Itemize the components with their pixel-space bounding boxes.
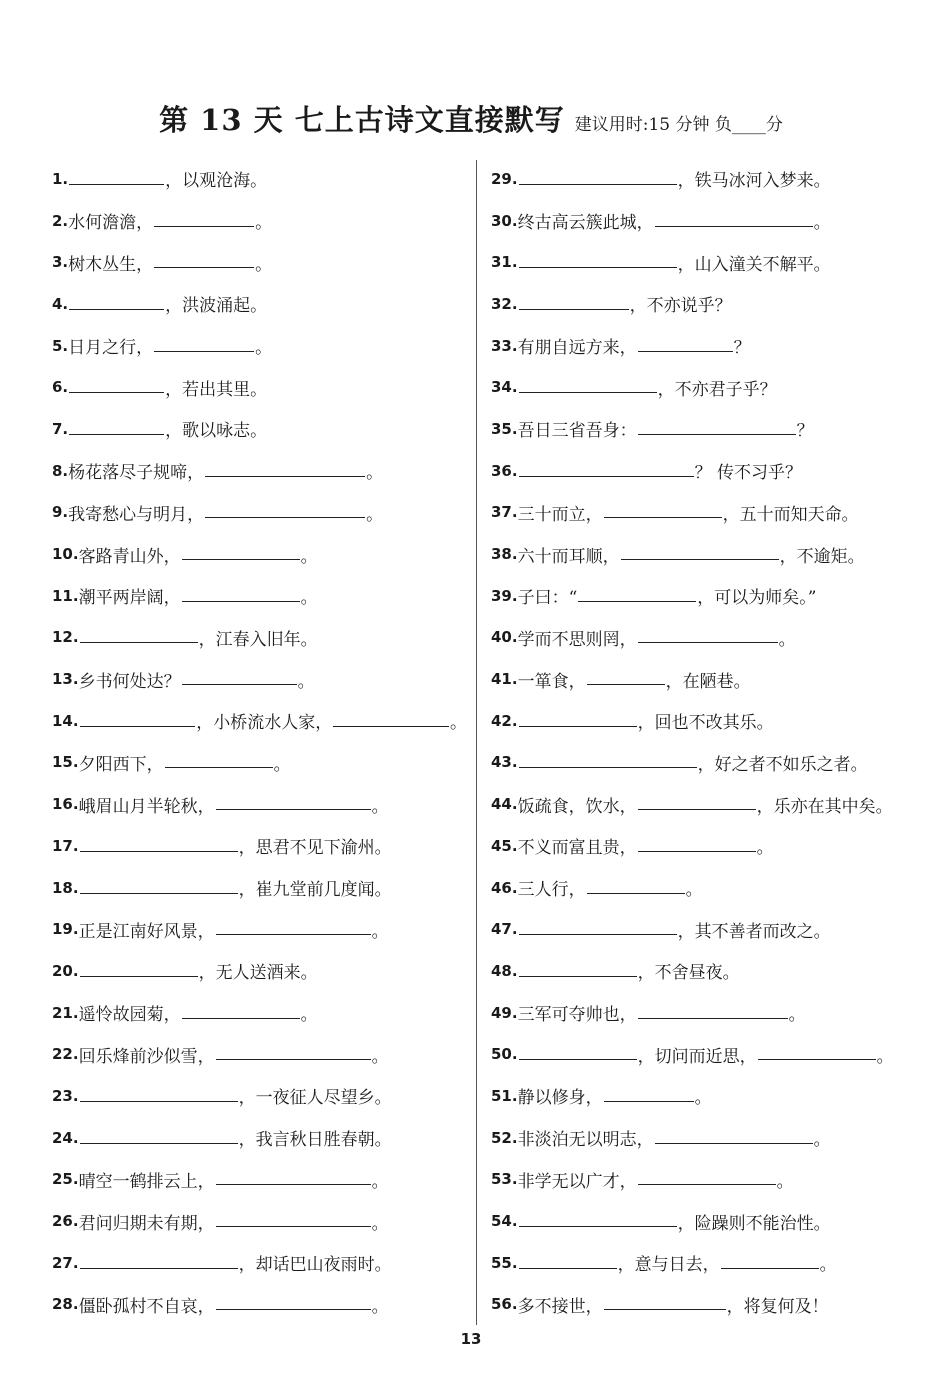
question-item — [52, 700, 467, 742]
question-number: 48. — [491, 961, 518, 980]
question-text: 夕阳西下， — [78, 754, 164, 775]
question-number: 31. — [491, 253, 518, 272]
answer-blank[interactable] — [80, 892, 238, 894]
question-text: ，不舍昼夜。 — [637, 963, 740, 984]
question-item — [491, 867, 931, 909]
question-text: ，无人送酒来。 — [198, 963, 318, 984]
question-item — [491, 1159, 931, 1201]
question-number: 52. — [491, 1128, 518, 1147]
question-number: 5. — [52, 336, 69, 355]
question-item — [52, 408, 467, 450]
question-item — [491, 408, 931, 450]
question-text: ？ — [733, 338, 751, 359]
question-text: ，崔九堂前几度闻。 — [238, 880, 392, 901]
question-number: 20. — [52, 961, 79, 980]
question-text: ，意与日去， — [617, 1255, 720, 1276]
question-text: 一箪食， — [517, 671, 586, 692]
question-text: 日月之行， — [68, 338, 154, 359]
question-number: 17. — [52, 836, 79, 855]
question-text: 。 — [300, 588, 318, 609]
answer-blank[interactable] — [519, 975, 637, 977]
question-text: 不义而富且贵， — [517, 838, 637, 859]
question-text: ，歌以咏志。 — [165, 421, 268, 442]
answer-blank[interactable] — [519, 183, 677, 185]
question-text: 潮平两岸阔， — [78, 588, 181, 609]
answer-blank[interactable] — [604, 1100, 694, 1102]
question-item — [491, 1075, 931, 1117]
answer-blank[interactable] — [519, 1267, 617, 1269]
question-text: 晴空一鹤排云上， — [78, 1171, 215, 1192]
answer-blank[interactable] — [182, 600, 300, 602]
question-text: ，若出其里。 — [165, 379, 268, 400]
answer-blank[interactable] — [638, 850, 756, 852]
question-text: 。 — [371, 921, 389, 942]
question-text: ？ 传不习乎？ — [694, 463, 802, 484]
question-text: ，回也不改其乐。 — [637, 713, 774, 734]
question-item — [491, 492, 931, 534]
question-text: 。 — [813, 1130, 831, 1151]
question-text: ？ — [796, 421, 814, 442]
question-number: 54. — [491, 1212, 518, 1231]
answer-blank[interactable] — [69, 433, 164, 435]
question-number: 11. — [52, 586, 79, 605]
question-item — [491, 325, 931, 367]
question-number: 23. — [52, 1086, 79, 1105]
answer-blank[interactable] — [655, 225, 813, 227]
question-text: 终古高云簇此城， — [517, 213, 654, 234]
question-text: 。 — [685, 880, 703, 901]
answer-blank[interactable] — [638, 808, 756, 810]
question-item — [491, 658, 931, 700]
answer-blank[interactable] — [80, 1100, 238, 1102]
question-item — [52, 450, 467, 492]
question-item — [491, 783, 931, 825]
question-number: 10. — [52, 545, 79, 564]
question-text: 吾日三省吾身： — [517, 421, 637, 442]
question-text: 。 — [371, 1296, 389, 1317]
question-item — [52, 992, 467, 1034]
question-text: ，却话巴山夜雨时。 — [238, 1255, 392, 1276]
question-number: 16. — [52, 795, 79, 814]
answer-blank[interactable] — [519, 766, 697, 768]
question-number: 50. — [491, 1045, 518, 1064]
question-item — [491, 1200, 931, 1242]
question-text: 六十而耳顺， — [517, 546, 620, 567]
question-item — [491, 1033, 931, 1075]
question-item — [491, 241, 931, 283]
answer-blank[interactable] — [154, 266, 254, 268]
question-text: 君问归期未有期， — [78, 1213, 215, 1234]
question-text: 乡书何处达？ — [78, 671, 181, 692]
question-number: 44. — [491, 795, 518, 814]
question-number: 3. — [52, 253, 69, 272]
question-text: 静以修身， — [517, 1088, 603, 1109]
question-item — [52, 325, 467, 367]
question-item — [52, 575, 467, 617]
question-text: ，可以为师矣。” — [697, 588, 817, 609]
question-item — [491, 1117, 931, 1159]
question-number: 24. — [52, 1128, 79, 1147]
answer-blank[interactable] — [638, 641, 778, 643]
question-text: ，一夜征人尽望乡。 — [238, 1088, 392, 1109]
answer-blank[interactable] — [621, 558, 779, 560]
question-text: ，不亦说乎？ — [629, 296, 732, 317]
question-number: 28. — [52, 1295, 79, 1314]
question-number: 9. — [52, 503, 69, 522]
question-number: 12. — [52, 628, 79, 647]
question-text: 我寄愁心与明月， — [68, 504, 205, 525]
question-number: 26. — [52, 1212, 79, 1231]
question-text: 多不接世， — [517, 1296, 603, 1317]
answer-blank[interactable] — [216, 1058, 371, 1060]
answer-blank[interactable] — [578, 600, 696, 602]
answer-blank[interactable] — [638, 433, 796, 435]
question-text: 。 — [788, 1005, 806, 1026]
question-text: 。 — [255, 338, 273, 359]
question-text: 三十而立， — [517, 504, 603, 525]
question-text: 非淡泊无以明志， — [517, 1130, 654, 1151]
question-text: 。 — [255, 254, 273, 275]
question-number: 21. — [52, 1003, 79, 1022]
question-text: 。 — [255, 213, 273, 234]
question-text: ，思君不见下渝州。 — [238, 838, 392, 859]
answer-blank[interactable] — [587, 683, 665, 685]
question-item — [52, 825, 467, 867]
answer-blank[interactable] — [80, 1142, 238, 1144]
answer-blank[interactable] — [80, 975, 198, 977]
question-item — [491, 908, 931, 950]
question-text: ，将复何及！ — [726, 1296, 829, 1317]
question-item — [491, 158, 931, 200]
question-number: 45. — [491, 836, 518, 855]
question-text: 。 — [300, 1005, 318, 1026]
question-item — [491, 450, 931, 492]
question-number: 36. — [491, 461, 518, 480]
question-text: 正是江南好风景， — [78, 921, 215, 942]
question-text: 。 — [300, 546, 318, 567]
question-text: ，我言秋日胜春朝。 — [238, 1130, 392, 1151]
question-item — [491, 825, 931, 867]
question-item — [491, 700, 931, 742]
question-number: 22. — [52, 1045, 79, 1064]
question-text: 。 — [876, 1046, 894, 1067]
answer-blank[interactable] — [182, 683, 297, 685]
question-number: 39. — [491, 586, 518, 605]
answer-blank[interactable] — [69, 391, 164, 393]
answer-blank[interactable] — [587, 892, 685, 894]
question-number: 18. — [52, 878, 79, 897]
question-item — [52, 1075, 467, 1117]
question-text: ，铁马冰河入梦来。 — [677, 171, 831, 192]
question-number: 49. — [491, 1003, 518, 1022]
question-item — [52, 200, 467, 242]
question-number: 34. — [491, 378, 518, 397]
question-text: ，切问而近思， — [637, 1046, 757, 1067]
question-item — [491, 950, 931, 992]
question-text: 。 — [694, 1088, 712, 1109]
question-number: 2. — [52, 211, 69, 230]
question-text: 子曰：“ — [517, 588, 578, 609]
question-text: ，小桥流水人家， — [196, 713, 333, 734]
answer-blank[interactable] — [519, 1058, 637, 1060]
answer-blank[interactable] — [205, 475, 365, 477]
question-item — [491, 1242, 931, 1284]
question-text: ，好之者不如乐之者。 — [697, 754, 868, 775]
question-number: 41. — [491, 670, 518, 689]
answer-blank[interactable] — [216, 933, 371, 935]
question-text: 杨花落尽子规啼， — [68, 463, 205, 484]
question-text: ，江春入旧年。 — [198, 629, 318, 650]
question-text: 。 — [371, 796, 389, 817]
answer-blank[interactable] — [154, 350, 254, 352]
question-item — [52, 158, 467, 200]
column-divider — [476, 160, 477, 1325]
question-number: 37. — [491, 503, 518, 522]
question-number: 8. — [52, 461, 69, 480]
question-item — [52, 533, 467, 575]
answer-blank[interactable] — [216, 808, 371, 810]
question-item — [52, 950, 467, 992]
question-item — [52, 783, 467, 825]
question-text: ，其不善者而改之。 — [677, 921, 831, 942]
question-item — [491, 575, 931, 617]
answer-blank[interactable] — [721, 1267, 819, 1269]
question-item — [52, 1159, 467, 1201]
question-text: ，洪波涌起。 — [165, 296, 268, 317]
question-text: 有朋自远方来， — [517, 338, 637, 359]
question-text: 三军可夺帅也， — [517, 1005, 637, 1026]
question-text: 。 — [756, 838, 774, 859]
question-text: 。 — [449, 713, 467, 734]
question-number: 55. — [491, 1253, 518, 1272]
answer-blank[interactable] — [519, 725, 637, 727]
question-number: 51. — [491, 1086, 518, 1105]
question-text: 。 — [819, 1255, 837, 1276]
answer-blank[interactable] — [165, 766, 273, 768]
question-text: ，山入潼关不解平。 — [677, 254, 831, 275]
question-text: 僵卧孤村不自哀， — [78, 1296, 215, 1317]
answer-blank[interactable] — [80, 641, 198, 643]
question-number: 15. — [52, 753, 79, 772]
answer-blank[interactable] — [519, 1225, 677, 1227]
answer-blank[interactable] — [154, 225, 254, 227]
answer-blank[interactable] — [604, 1308, 726, 1310]
question-number: 56. — [491, 1295, 518, 1314]
question-number: 38. — [491, 545, 518, 564]
question-text: ，在陋巷。 — [665, 671, 751, 692]
question-number: 6. — [52, 378, 69, 397]
right-column — [491, 158, 931, 1325]
question-number: 19. — [52, 920, 79, 939]
left-column — [52, 158, 467, 1325]
answer-blank[interactable] — [182, 1017, 300, 1019]
question-text: 。 — [366, 463, 384, 484]
question-number: 47. — [491, 920, 518, 939]
question-text: 。 — [371, 1046, 389, 1067]
answer-blank[interactable] — [69, 183, 164, 185]
question-text: 饭疏食，饮水， — [517, 796, 637, 817]
question-number: 7. — [52, 419, 69, 438]
question-text: 。 — [776, 1171, 794, 1192]
question-text: 非学无以广才， — [517, 1171, 637, 1192]
question-item — [52, 1033, 467, 1075]
question-item — [52, 1242, 467, 1284]
answer-blank[interactable] — [216, 1308, 371, 1310]
question-text: ，五十而知天命。 — [722, 504, 859, 525]
page-header — [0, 98, 942, 139]
question-item — [52, 742, 467, 784]
question-text: ，不逾矩。 — [779, 546, 865, 567]
answer-blank[interactable] — [519, 391, 657, 393]
question-text: ，险躁则不能治性。 — [677, 1213, 831, 1234]
question-number: 13. — [52, 670, 79, 689]
question-number: 46. — [491, 878, 518, 897]
question-item — [491, 1284, 931, 1326]
question-text: 遥怜故园菊， — [78, 1005, 181, 1026]
answer-blank[interactable] — [638, 1183, 776, 1185]
question-number: 27. — [52, 1253, 79, 1272]
question-text: 。 — [366, 504, 384, 525]
question-item — [491, 200, 931, 242]
answer-blank[interactable] — [205, 516, 365, 518]
question-number: 32. — [491, 294, 518, 313]
question-number: 43. — [491, 753, 518, 772]
question-item — [52, 1284, 467, 1326]
question-item — [491, 992, 931, 1034]
question-item — [52, 867, 467, 909]
question-item — [52, 617, 467, 659]
question-text: 客路青山外， — [78, 546, 181, 567]
question-number: 14. — [52, 711, 79, 730]
question-number: 40. — [491, 628, 518, 647]
question-number: 29. — [491, 169, 518, 188]
answer-blank[interactable] — [80, 725, 196, 727]
answer-blank[interactable] — [519, 933, 677, 935]
question-text: ，不亦君子乎？ — [657, 379, 777, 400]
question-item — [491, 366, 931, 408]
question-item — [491, 617, 931, 659]
question-item — [491, 742, 931, 784]
question-text: 水何澹澹， — [68, 213, 154, 234]
question-number: 25. — [52, 1170, 79, 1189]
answer-blank[interactable] — [80, 1267, 238, 1269]
question-number: 53. — [491, 1170, 518, 1189]
question-item — [52, 658, 467, 700]
question-text: ，以观沧海。 — [165, 171, 268, 192]
answer-blank[interactable] — [80, 850, 238, 852]
question-number: 42. — [491, 711, 518, 730]
question-text: 。 — [297, 671, 315, 692]
question-text: 。 — [371, 1213, 389, 1234]
question-item — [52, 1117, 467, 1159]
answer-blank[interactable] — [182, 558, 300, 560]
question-item — [52, 283, 467, 325]
answer-blank[interactable] — [638, 350, 733, 352]
question-number: 4. — [52, 294, 69, 313]
question-item — [52, 908, 467, 950]
answer-blank[interactable] — [333, 725, 449, 727]
question-text: 。 — [813, 213, 831, 234]
question-item — [52, 366, 467, 408]
time-hint: 建议用时:15 分钟 负____分 — [574, 115, 783, 135]
answer-blank[interactable] — [216, 1225, 371, 1227]
answer-blank[interactable] — [69, 308, 164, 310]
question-number: 33. — [491, 336, 518, 355]
question-number: 30. — [491, 211, 518, 230]
answer-blank[interactable] — [519, 475, 694, 477]
question-text: 树木丛生， — [68, 254, 154, 275]
question-text: 。 — [371, 1171, 389, 1192]
question-text: 回乐烽前沙似雪， — [78, 1046, 215, 1067]
question-text: 三人行， — [517, 880, 586, 901]
question-item — [52, 241, 467, 283]
page-number: 13 — [460, 1330, 482, 1348]
answer-blank[interactable] — [216, 1183, 371, 1185]
question-text: 峨眉山月半轮秋， — [78, 796, 215, 817]
question-text: 。 — [273, 754, 291, 775]
question-number: 1. — [52, 169, 69, 188]
question-text: 。 — [778, 629, 796, 650]
question-item — [491, 283, 931, 325]
page-title: 第 13 天 七上古诗文直接默写 — [159, 103, 565, 137]
question-text: 学而不思则罔， — [517, 629, 637, 650]
answer-blank[interactable] — [758, 1058, 876, 1060]
answer-blank[interactable] — [638, 1017, 788, 1019]
answer-blank[interactable] — [519, 266, 677, 268]
question-item — [52, 1200, 467, 1242]
answer-blank[interactable] — [604, 516, 722, 518]
question-text: ，乐亦在其中矣。 — [756, 796, 893, 817]
question-number: 35. — [491, 419, 518, 438]
answer-blank[interactable] — [655, 1142, 813, 1144]
answer-blank[interactable] — [519, 308, 629, 310]
question-item — [52, 492, 467, 534]
question-item — [491, 533, 931, 575]
